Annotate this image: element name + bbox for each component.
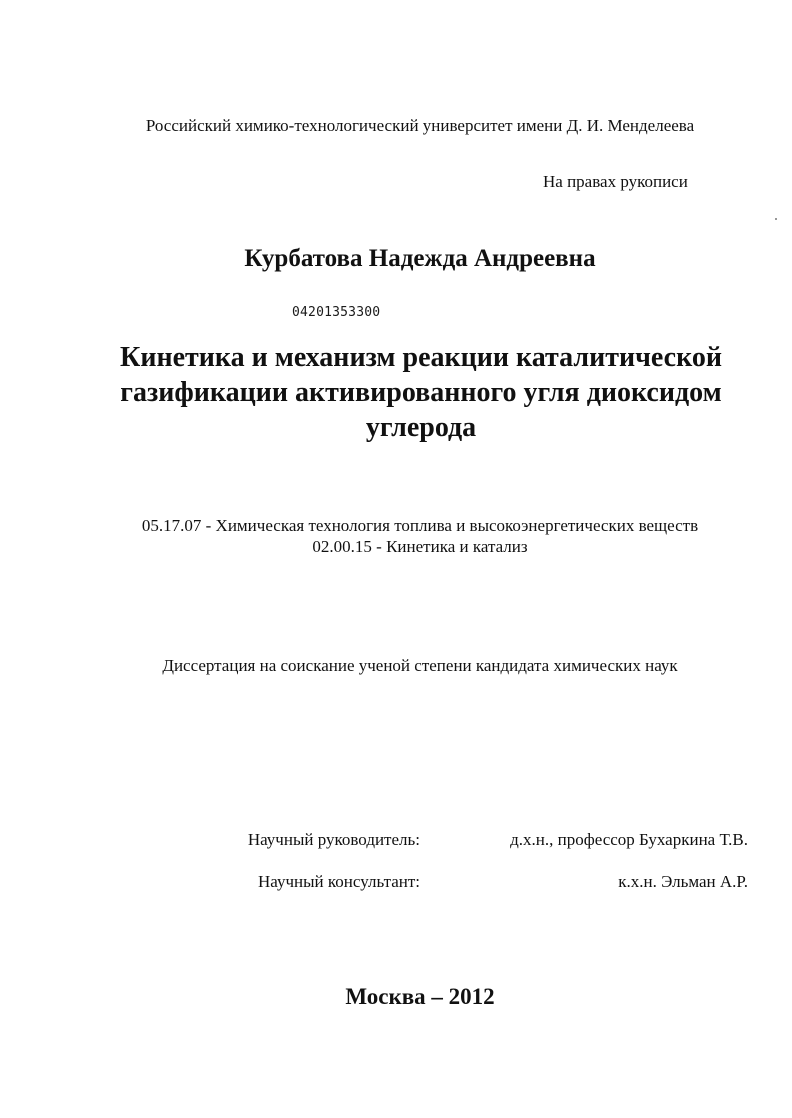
degree-statement: Диссертация на соискание ученой степени кандидата химических наук <box>162 656 678 675</box>
supervisor-value: д.х.н., профессор Бухаркина Т.В. <box>510 830 748 849</box>
specialty-1: 05.17.07 - Химическая технология топлива и высокоэнергетических веществ <box>141 516 699 535</box>
city-year: Москва – 2012 <box>345 984 495 1009</box>
university-name: Российский химико-технологический университет имени Д. И. Менделеева <box>145 116 695 135</box>
author-name: Курбатова Надежда Андреевна <box>244 245 596 272</box>
title-line-3: углерода <box>365 412 477 443</box>
specialty-2: 02.00.15 - Кинетика и катализ <box>312 537 528 556</box>
scan-speck <box>775 218 777 220</box>
specialties <box>0 515 792 557</box>
title-line-1: Кинетика и механизм реакции каталитической <box>120 342 722 373</box>
rights-note: На правах рукописи <box>543 172 688 191</box>
consultant-label: Научный консультант: <box>258 872 420 891</box>
dissertation-title <box>80 340 762 445</box>
title-line-2: газификации активированного угля диоксидом <box>120 377 722 408</box>
supervisor-label: Научный руководитель: <box>247 830 420 849</box>
consultant-value: к.х.н. Эльман А.Р. <box>618 872 748 891</box>
library-code-stamp: 04201353300 <box>292 305 381 320</box>
